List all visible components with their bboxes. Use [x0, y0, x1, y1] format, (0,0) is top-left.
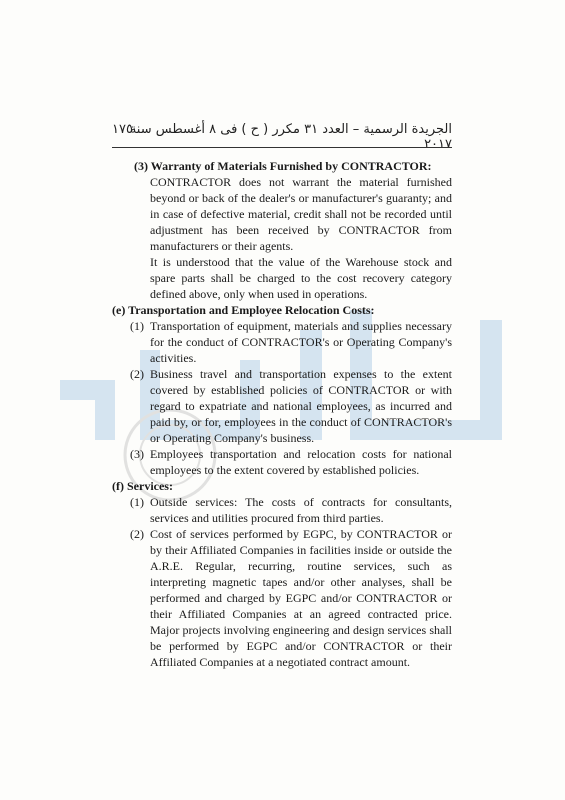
list-item-number: (1): [130, 495, 144, 509]
page-number: ١٧٥: [112, 122, 133, 137]
section-3-paragraph-2: It is understood that the value of the Warehouse stock and spare parts shall be charged to the cost recovery category defined above, only when used in operations.: [150, 255, 452, 301]
section-3-paragraph-1: CONTRACTOR does not warrant the material furnished beyond or back of the dealer's or manufacturer's guaranty; and in case of defective material, credit shall not be recorded until adjustment has been received by CONTRACTOR from manufacturers or their agents.: [150, 175, 452, 253]
header-title: الجريدة الرسمية – العدد ٣١ مكرر ( ح ) فى ٨ أغسطس سنة ٢٠١٧: [129, 122, 452, 152]
list-item-text: Employees transportation and relocation costs for national employees to the extent covered by established policies.: [150, 447, 452, 477]
list-item-number: (3): [130, 447, 144, 461]
list-item-text: Cost of services performed by EGPC, by CONTRACTOR or by their Affiliated Companies in facilities inside or outside the A.R.E. Regular, recurring, routine services, such as interpreting magnetic tapes and/or other analyses, shall be performed and charged by EGPC and/or CONTRACTOR or their Affiliated Companies at an agreed contracted price. Major projects involving engineering and design services shall be performed by EGPC and/or CONTRACTOR or their Affiliated Companies at a negotiated contract amount.: [150, 527, 452, 669]
list-item-text: Transportation of equipment, materials and supplies necessary for the conduct of CONTRACTOR's or Operating Company's activities.: [150, 319, 452, 365]
list-item-number: (2): [130, 367, 144, 381]
list-item-number: (1): [130, 319, 144, 333]
list-item-text: Business travel and transportation expenses to the extent covered by established policies of CONTRACTOR or with regard to expatriate and national employees, as incurred and paid by, or for, employees in the conduct of CONTRACTOR's or Operating Company's business.: [150, 367, 452, 445]
section-3-heading: (3) Warranty of Materials Furnished by CONTRACTOR:: [134, 159, 432, 173]
document-body: [112, 158, 452, 670]
header-rule: [112, 147, 452, 148]
list-item: [112, 366, 452, 446]
list-item-text: Outside services: The costs of contracts for consultants, services and utilities procured from third parties.: [150, 495, 452, 525]
section-f-heading: (f) Services:: [112, 479, 173, 493]
list-item: [112, 318, 452, 366]
list-item: [112, 446, 452, 478]
list-item: [112, 526, 452, 670]
list-item-number: (2): [130, 527, 144, 541]
list-item: [112, 494, 452, 526]
section-e-heading: (e) Transportation and Employee Relocation Costs:: [112, 303, 375, 317]
